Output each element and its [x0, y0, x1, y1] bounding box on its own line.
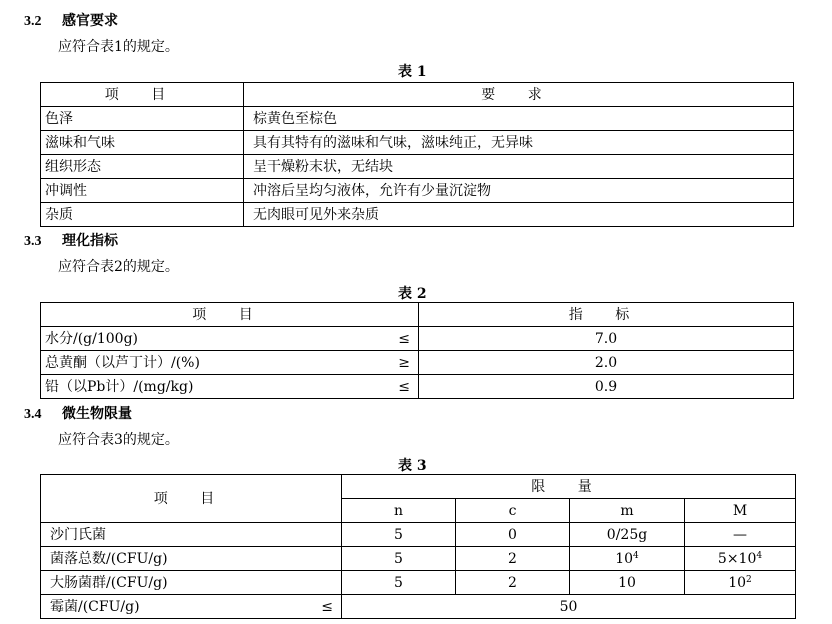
table-cell: 色泽 — [41, 107, 244, 131]
table-row — [41, 131, 794, 155]
column-header: 要 求 — [244, 83, 794, 107]
table-row — [41, 523, 796, 547]
inequality-sign: ≤ — [398, 378, 410, 395]
table-row — [41, 107, 794, 131]
table-row — [41, 547, 796, 571]
table-row — [41, 155, 794, 179]
table-cell: $10^4$ — [570, 547, 685, 571]
section-text: 应符合表1的规定。 — [58, 39, 179, 55]
table-row — [41, 203, 794, 227]
section-number: 3.4 — [24, 407, 42, 422]
table-row — [41, 595, 796, 619]
section-text: 应符合表3的规定。 — [58, 432, 179, 448]
table-cell: 棕黄色至棕色 — [244, 107, 794, 131]
table-header-row — [41, 83, 794, 107]
table-cell: 冲调性 — [41, 179, 244, 203]
section-title: 感官要求 — [62, 13, 118, 29]
section-heading-3-3 — [24, 230, 118, 250]
table-caption: 表 3 — [398, 458, 427, 474]
section-number: 3.2 — [24, 14, 42, 29]
table-cell: 10 — [570, 571, 685, 595]
physicochemical-table — [40, 302, 794, 399]
item-label: 水分/(g/100g) — [45, 330, 139, 347]
table-cell — [41, 595, 342, 619]
inequality-sign: ≤ — [398, 330, 410, 347]
section-title: 微生物限量 — [62, 406, 132, 422]
column-header: 指 标 — [419, 303, 794, 327]
table-cell: 5 — [342, 523, 456, 547]
section-title: 理化指标 — [62, 233, 118, 249]
table-caption: 表 1 — [398, 64, 427, 80]
item-label: 总黄酮（以芦丁计）/(%) — [45, 354, 200, 371]
table-cell — [41, 375, 419, 399]
section-heading-3-4 — [24, 403, 132, 423]
table-cell: 7.0 — [419, 327, 794, 351]
item-label: 霉菌/(CFU/g) — [50, 598, 140, 615]
table-cell: 菌落总数/(CFU/g) — [41, 547, 342, 571]
section-heading-3-2 — [24, 10, 118, 30]
table-cell: 5 — [342, 571, 456, 595]
column-header: 项 目 — [41, 303, 419, 327]
table-cell: 滋味和气味 — [41, 131, 244, 155]
inequality-sign: ≥ — [398, 354, 410, 371]
table-cell: 2 — [456, 547, 570, 571]
table-row — [41, 375, 794, 399]
table-cell: 0 — [456, 523, 570, 547]
table-header-row — [41, 475, 796, 499]
column-header: c — [456, 499, 570, 523]
table-cell: 冲溶后呈均匀液体，允许有少量沉淀物 — [244, 179, 794, 203]
item-label: 铅（以Pb计）/(mg/kg) — [45, 378, 194, 395]
table-cell — [41, 327, 419, 351]
table-cell: 大肠菌群/(CFU/g) — [41, 571, 342, 595]
table-cell: 0.9 — [419, 375, 794, 399]
table-cell: 杂质 — [41, 203, 244, 227]
section-text: 应符合表2的规定。 — [58, 259, 179, 275]
table-cell: 无肉眼可见外来杂质 — [244, 203, 794, 227]
table-caption: 表 2 — [398, 286, 427, 302]
table-cell: 具有其特有的滋味和气味，滋味纯正，无异味 — [244, 131, 794, 155]
inequality-sign: ≤ — [321, 598, 333, 615]
table-row — [41, 179, 794, 203]
column-header: 项 目 — [41, 475, 342, 523]
column-header: M — [685, 499, 796, 523]
table-cell — [41, 351, 419, 375]
table-cell: 2 — [456, 571, 570, 595]
table-cell: 2.0 — [419, 351, 794, 375]
table-cell: 沙门氏菌 — [41, 523, 342, 547]
table-cell: 5 — [342, 547, 456, 571]
table-cell: $5\times 10^4$ — [685, 547, 796, 571]
column-header: 项 目 — [41, 83, 244, 107]
table-row — [41, 351, 794, 375]
table-cell: 0/25g — [570, 523, 685, 547]
table-cell: 呈干燥粉末状，无结块 — [244, 155, 794, 179]
microbial-limits-table — [40, 474, 796, 619]
section-number: 3.3 — [24, 234, 42, 249]
table-cell: 组织形态 — [41, 155, 244, 179]
column-header: m — [570, 499, 685, 523]
table-row — [41, 571, 796, 595]
table-row — [41, 327, 794, 351]
column-header: n — [342, 499, 456, 523]
sensory-table — [40, 82, 794, 227]
table-header-row — [41, 303, 794, 327]
table-cell: — — [685, 523, 796, 547]
column-header: 限 量 — [342, 475, 796, 499]
table-cell: 50 — [342, 595, 796, 619]
table-cell: $10^2$ — [685, 571, 796, 595]
